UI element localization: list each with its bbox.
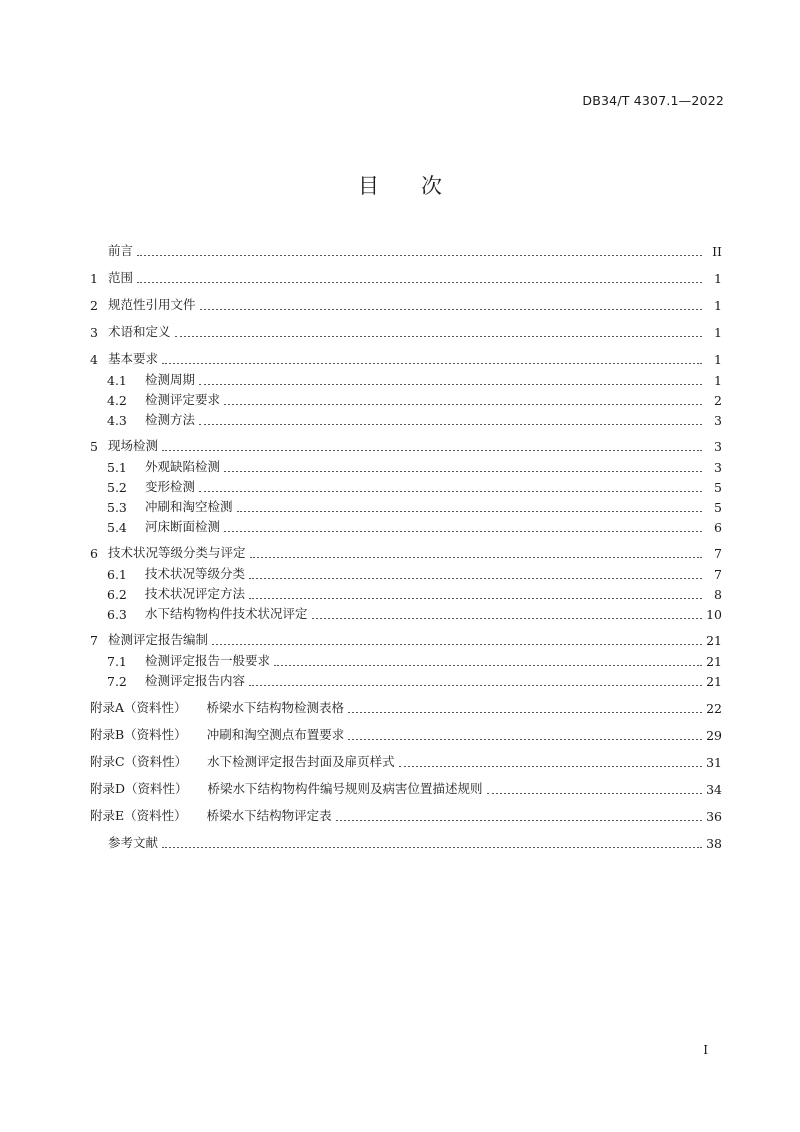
- toc-entry[interactable]: [90, 497, 722, 515]
- toc-entry-number: 7: [90, 633, 98, 648]
- toc-entry[interactable]: [90, 370, 722, 388]
- toc-entry[interactable]: [90, 322, 722, 340]
- toc-entry[interactable]: [90, 241, 722, 259]
- toc-entry-number: 附录B（资料性）: [90, 727, 187, 742]
- toc-entry-label: 冲刷和淘空测点布置要求: [206, 727, 345, 742]
- toc-entry[interactable]: [90, 604, 722, 622]
- toc-entry[interactable]: [90, 457, 722, 475]
- toc-entry-label: 桥梁水下结构物检测表格: [206, 700, 345, 715]
- leader-dots: [249, 680, 702, 686]
- toc-entry[interactable]: [90, 806, 722, 824]
- toc-entry-label: 检测评定报告内容: [145, 673, 246, 688]
- toc-entry-page: 1: [714, 298, 722, 313]
- toc-entry-number: 4.1: [107, 373, 127, 388]
- toc-entry-number: 4.2: [107, 393, 127, 408]
- leader-dots: [137, 277, 702, 283]
- toc-entry-page: 5: [714, 480, 722, 495]
- toc-entry-page: 34: [706, 782, 722, 797]
- toc-entry-label: 参考文献: [108, 835, 159, 850]
- toc-entry[interactable]: [90, 833, 722, 851]
- toc-entry-number: 6: [90, 546, 98, 561]
- toc-entry-page: 36: [706, 809, 722, 824]
- leader-dots: [487, 788, 702, 794]
- toc-entry-page: 22: [706, 701, 722, 716]
- toc-entry-page: 3: [714, 439, 722, 454]
- toc-entry-page: 2: [714, 393, 722, 408]
- leader-dots: [250, 552, 702, 558]
- toc-entry-number: 6.3: [107, 607, 127, 622]
- toc-entry[interactable]: [90, 752, 722, 770]
- toc-entry[interactable]: [90, 390, 722, 408]
- toc-entry-page: 1: [714, 352, 722, 367]
- toc-entry-label: 检测周期: [145, 372, 196, 387]
- toc-entry-page: 1: [714, 325, 722, 340]
- toc-entry-label: 检测评定报告编制: [108, 632, 209, 647]
- leader-dots: [224, 399, 702, 405]
- toc-entry-page: 21: [706, 654, 722, 669]
- toc-entry-number: 4: [90, 352, 98, 367]
- toc-entry-number: 附录C（资料性）: [90, 754, 188, 769]
- toc-entry-label: 术语和定义: [108, 324, 171, 339]
- toc-entry-page: 38: [706, 836, 722, 851]
- toc-entry-page: 8: [714, 587, 722, 602]
- toc-entry[interactable]: [90, 564, 722, 582]
- title-char-2: 次: [421, 174, 442, 198]
- toc-entry-page: 7: [714, 567, 722, 582]
- toc-entry-label: 外观缺陷检测: [145, 459, 221, 474]
- toc-entry[interactable]: [90, 477, 722, 495]
- toc-entry[interactable]: [90, 698, 722, 716]
- leader-dots: [348, 734, 702, 740]
- leader-dots: [336, 815, 702, 821]
- toc-entry-page: 31: [706, 755, 722, 770]
- toc-entry[interactable]: [90, 651, 722, 669]
- toc-entry[interactable]: [90, 725, 722, 743]
- toc-entry-number: 2: [90, 298, 98, 313]
- toc-entry-label: 检测评定报告一般要求: [145, 653, 271, 668]
- leader-dots: [162, 358, 702, 364]
- leader-dots: [399, 761, 702, 767]
- toc-entry[interactable]: [90, 517, 722, 535]
- toc-entry-label: 前言: [108, 243, 134, 258]
- leader-dots: [274, 660, 702, 666]
- toc-entry-label: 检测评定要求: [145, 392, 221, 407]
- page-number: I: [703, 1043, 708, 1057]
- leader-dots: [224, 466, 702, 472]
- toc-entry[interactable]: [90, 436, 722, 454]
- toc-entry-page: 6: [714, 520, 722, 535]
- toc-entry-page: 7: [714, 546, 722, 561]
- toc-entry-page: 1: [714, 373, 722, 388]
- toc-entry-label: 技术状况等级分类与评定: [108, 545, 246, 560]
- toc-entry-label: 水下检测评定报告封面及扉页样式: [207, 754, 395, 769]
- toc-entry[interactable]: [90, 349, 722, 367]
- toc-entry-label: 技术状况评定方法: [145, 586, 246, 601]
- leader-dots: [249, 593, 702, 599]
- toc-entry[interactable]: [90, 410, 722, 428]
- toc-entry-number: 5.1: [107, 460, 127, 475]
- toc-entry-page: 3: [714, 460, 722, 475]
- toc-entry-number: 4.3: [107, 413, 127, 428]
- leader-dots: [312, 613, 702, 619]
- leader-dots: [200, 304, 702, 310]
- toc-entry-number: 5: [90, 439, 98, 454]
- toc-entry-page: 10: [706, 607, 722, 622]
- toc-entry[interactable]: [90, 543, 722, 561]
- toc-entry[interactable]: [90, 268, 722, 286]
- toc-entry-number: 6.1: [107, 567, 127, 582]
- toc-entry-page: 5: [714, 500, 722, 515]
- toc-entry[interactable]: [90, 584, 722, 602]
- toc-entry-number: 5.3: [107, 500, 127, 515]
- toc-entry-number: 附录E（资料性）: [90, 808, 187, 823]
- leader-dots: [212, 639, 702, 645]
- toc-entry-label: 基本要求: [108, 351, 159, 366]
- toc-entry-number: 1: [90, 271, 98, 286]
- toc-entry-label: 冲刷和淘空检测: [145, 499, 233, 514]
- toc-entry-number: 5.2: [107, 480, 127, 495]
- leader-dots: [249, 573, 702, 579]
- toc-entry-number: 6.2: [107, 587, 127, 602]
- leader-dots: [162, 842, 702, 848]
- toc-entry-label: 河床断面检测: [145, 519, 221, 534]
- toc-entry-page: II: [712, 244, 722, 259]
- toc-entry-page: 1: [714, 271, 722, 286]
- leader-dots: [199, 486, 702, 492]
- toc-entry-label: 现场检测: [108, 438, 159, 453]
- toc-entry-label: 规范性引用文件: [108, 297, 196, 312]
- toc-entry-page: 29: [706, 728, 722, 743]
- toc-entry-number: 3: [90, 325, 98, 340]
- toc-entry[interactable]: [90, 295, 722, 313]
- toc-entry-page: 21: [706, 633, 722, 648]
- leader-dots: [199, 419, 702, 425]
- toc-entry-label: 水下结构物构件技术状况评定: [145, 606, 308, 621]
- toc-entry-label: 技术状况等级分类: [145, 566, 246, 581]
- toc-entry-number: 5.4: [107, 520, 127, 535]
- toc-entry-page: 21: [706, 674, 722, 689]
- document-id: DB34/T 4307.1—2022: [582, 93, 724, 108]
- toc-entry-number: 附录A（资料性）: [90, 700, 187, 715]
- toc-entry-label: 变形检测: [145, 479, 196, 494]
- toc-entry-label: 检测方法: [145, 412, 196, 427]
- leader-dots: [348, 707, 702, 713]
- leader-dots: [137, 250, 702, 256]
- leader-dots: [199, 379, 702, 385]
- toc-entry-number: 附录D（资料性）: [90, 781, 188, 796]
- leader-dots: [175, 331, 702, 337]
- toc-entry-label: 范围: [108, 270, 134, 285]
- toc-entry[interactable]: [90, 630, 722, 648]
- toc-entry-label: 桥梁水下结构物构件编号规则及病害位置描述规则: [207, 781, 483, 796]
- leader-dots: [162, 445, 702, 451]
- toc-entry-label: 桥梁水下结构物评定表: [206, 808, 332, 823]
- toc-entry[interactable]: [90, 779, 722, 797]
- leader-dots: [237, 506, 702, 512]
- leader-dots: [224, 526, 702, 532]
- toc-entry[interactable]: [90, 671, 722, 689]
- page-title: [0, 170, 800, 200]
- title-char-1: 目: [358, 174, 379, 198]
- toc-entry-number: 7.1: [107, 654, 127, 669]
- toc-entry-number: 7.2: [107, 674, 127, 689]
- toc-entry-page: 3: [714, 413, 722, 428]
